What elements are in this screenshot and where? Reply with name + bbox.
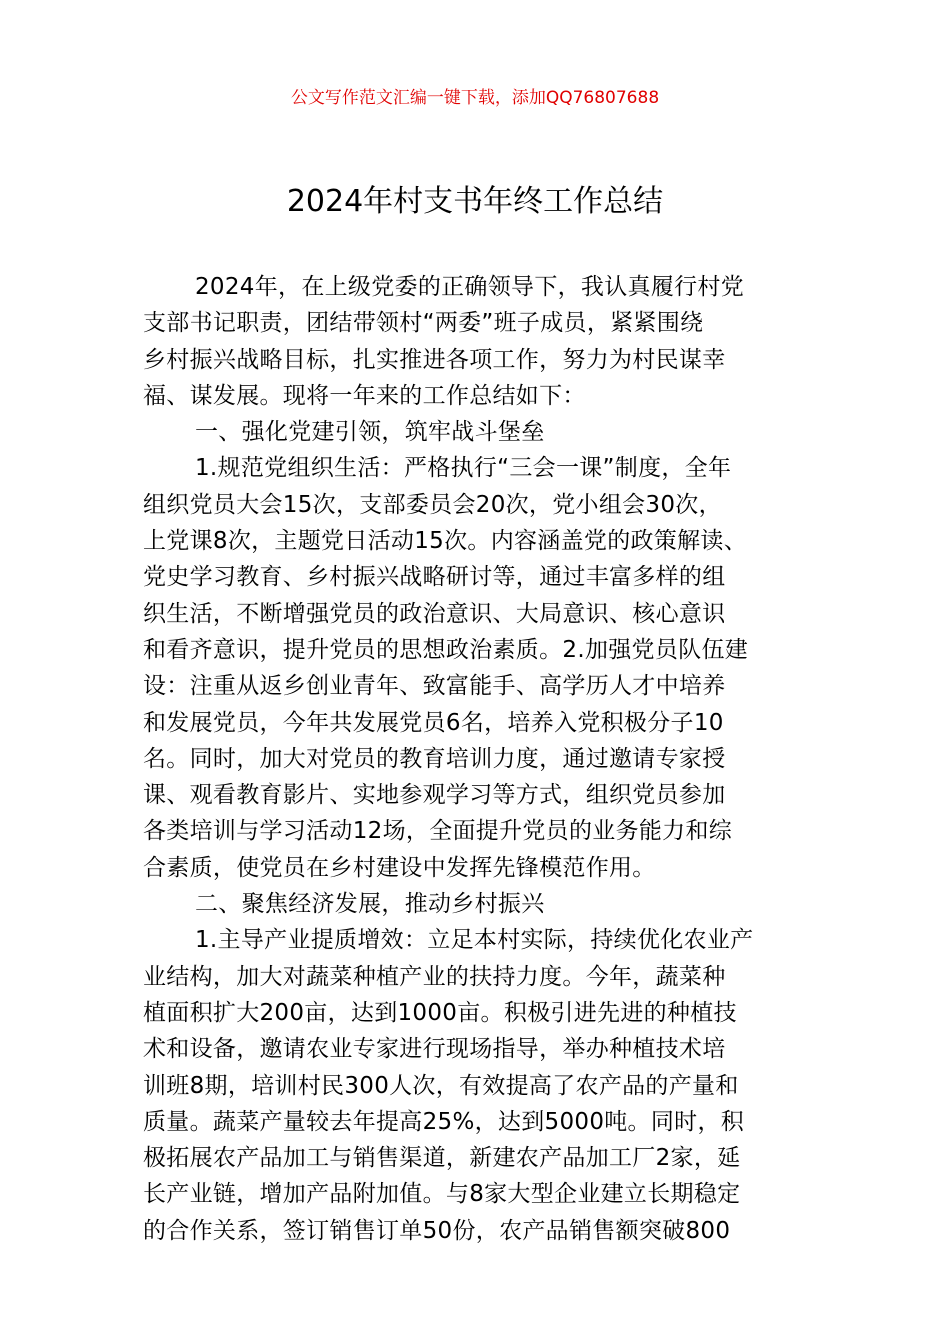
body-line: 福、谋发展。现将一年来的工作总结如下： [143,382,586,409]
body-line: 合素质，使党员在乡村建设中发挥先锋模范作用。 [143,854,656,881]
header-ad-text: 公文写作范文汇编一键下载，添加QQ76807688 [290,88,660,108]
body-line: 组织党员大会15次，支部委员会20次，党小组会30次， [143,491,722,518]
page-title: 2024年村支书年终工作总结 [286,184,664,219]
body-line: 一、强化党建引领，筑牢战斗堡垒 [195,419,545,446]
body-line: 名。同时，加大对党员的教育培训力度，通过邀请专家授 [143,745,726,772]
body-line: 织生活，不断增强党员的政治意识、大局意识、核心意识 [143,600,726,627]
body-line: 训班8期，培训村民300人次，有效提高了农产品的产量和 [143,1072,739,1099]
body-line: 课、观看教育影片、实地参观学习等方式，组织党员参加 [143,782,726,809]
body-line: 乡村振兴战略目标，扎实推进各项工作，努力为村民谋幸 [143,346,726,373]
body-line: 各类培训与学习活动12场，全面提升党员的业务能力和综 [143,818,733,845]
body-line: 上党课8次，主题党日活动15次。内容涵盖党的政策解读、 [143,528,747,555]
body-line: 1.规范党组织生活：严格执行“三会一课”制度，全年 [195,455,732,482]
body-line: 的合作关系，签订销售订单50份，农产品销售额突破800 [143,1217,731,1244]
body-line: 党史学习教育、乡村振兴战略研讨等，通过丰富多样的组 [143,564,726,591]
body-line: 质量。蔬菜产量较去年提高25%，达到5000吨。同时，积 [143,1108,745,1135]
body-line: 术和设备，邀请农业专家进行现场指导，举办种植技术培 [143,1036,726,1063]
body-line: 植面积扩大200亩，达到1000亩。积极引进先进的种植技 [143,999,737,1026]
body-line: 业结构，加大对蔬菜种植产业的扶持力度。今年，蔬菜种 [143,963,726,990]
body-line: 2024年，在上级党委的正确领导下，我认真履行村党 [195,274,745,300]
body-line: 二、聚焦经济发展，推动乡村振兴 [195,891,545,918]
body-line: 设：注重从返乡创业青年、致富能手、高学历人才中培养 [143,673,726,700]
body-line: 和看齐意识，提升党员的思想政治素质。2.加强党员队伍建 [143,636,749,663]
body-line: 1.主导产业提质增效：立足本村实际，持续优化农业产 [195,927,754,954]
body-text [143,269,807,1249]
body-line: 和发展党员，今年共发展党员6名，培养入党积极分子10 [143,709,724,736]
body-line: 长产业链，增加产品附加值。与8家大型企业建立长期稳定 [143,1181,741,1208]
body-line: 支部书记职责，团结带领村“两委”班子成员，紧紧围绕 [143,310,704,337]
body-line: 极拓展农产品加工与销售渠道，新建农产品加工厂2家，延 [143,1145,741,1172]
